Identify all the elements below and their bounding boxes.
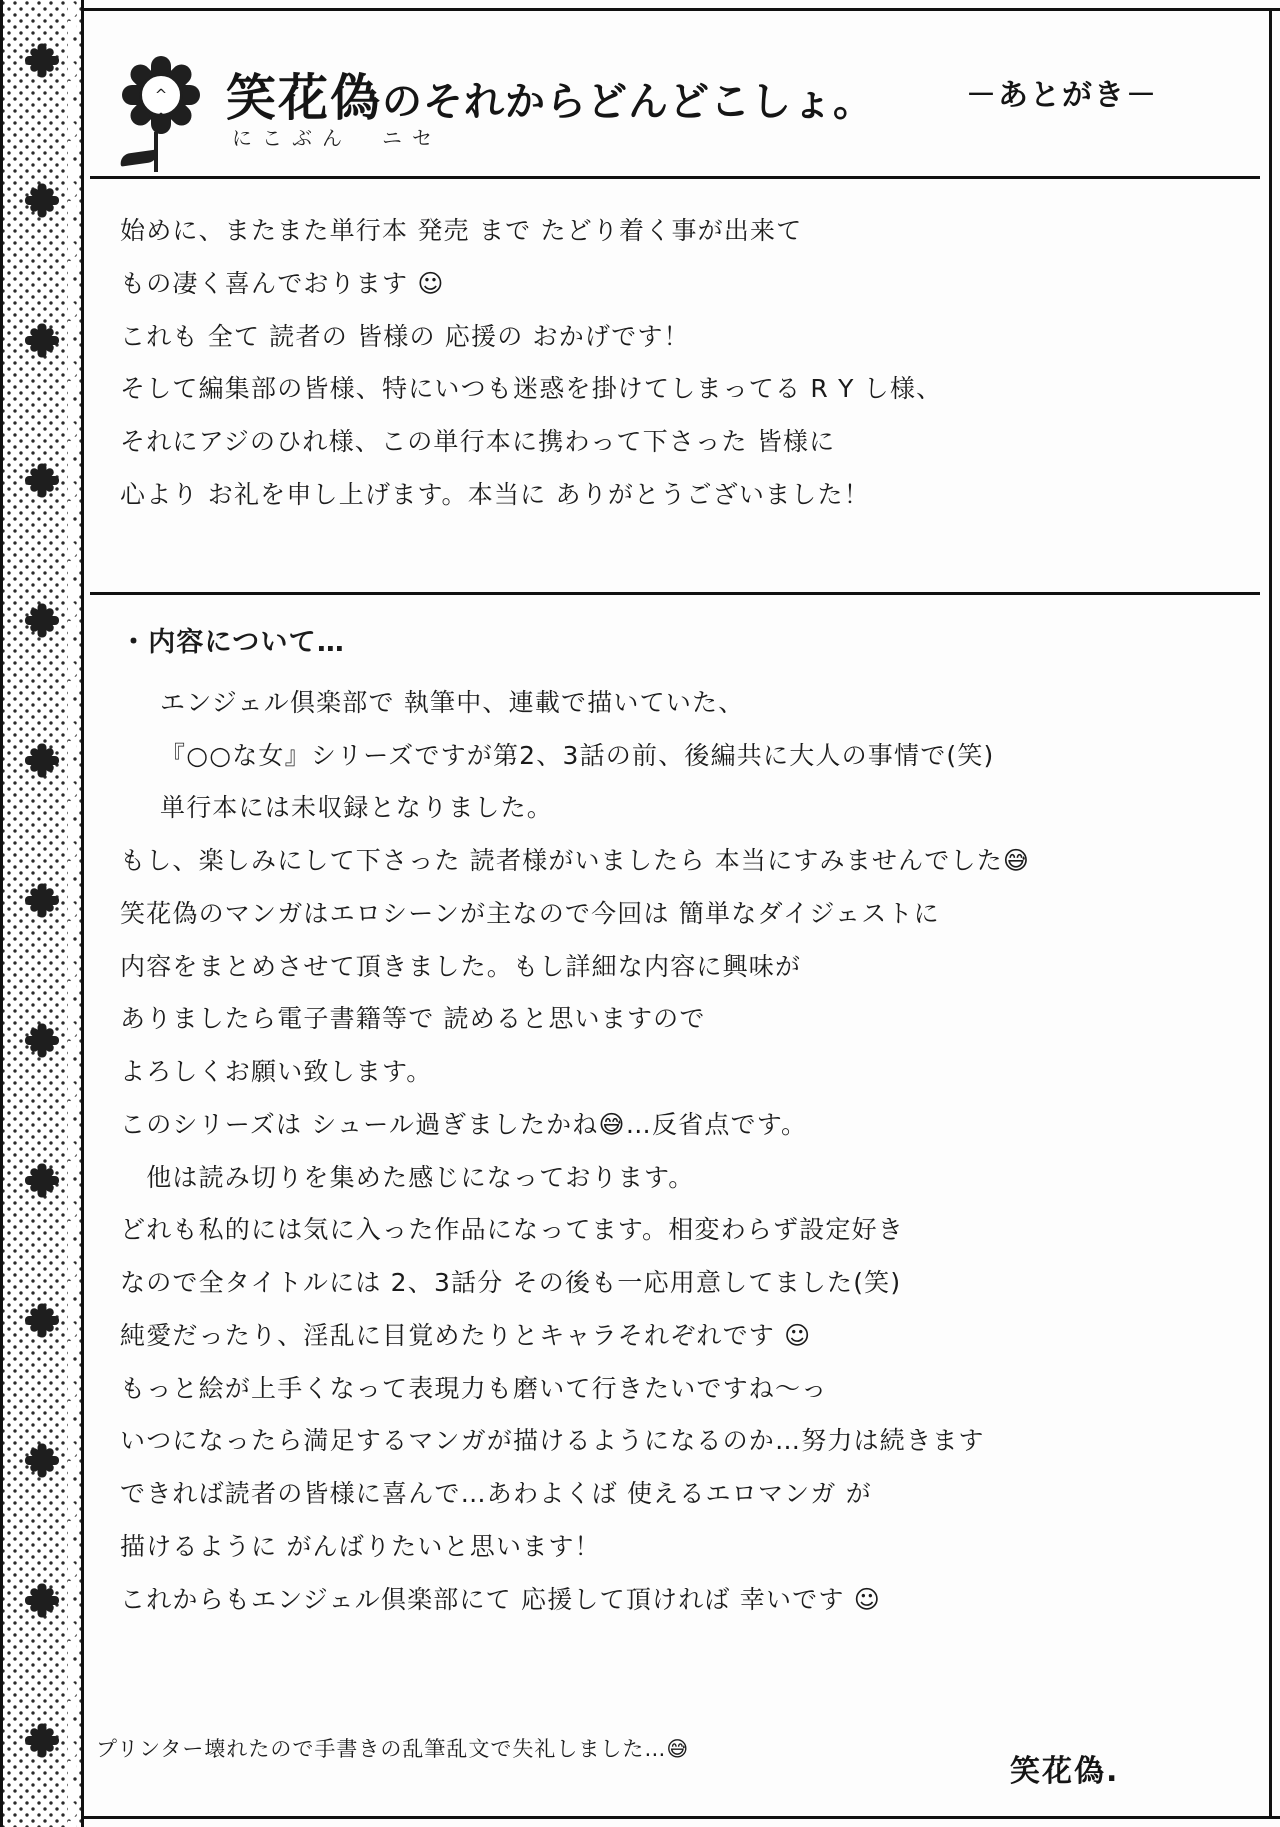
- lace-flower-icon: [22, 1160, 62, 1200]
- body-line: ありましたら電子書籍等で 読めると思いますので: [120, 1004, 706, 1034]
- page-border-top: [0, 8, 1280, 11]
- flower-leaf: [119, 149, 158, 166]
- lace-edge-left: [0, 0, 3, 1827]
- body-line: 単行本には未収録となりました。: [160, 793, 554, 823]
- body-line: 他は読み切りを集めた感じになっております。: [120, 1162, 695, 1192]
- lace-flower-icon: [22, 320, 62, 360]
- lace-edge-right: [81, 0, 84, 1827]
- lace-flower-icon: [22, 880, 62, 920]
- body-line: これからもエンジェル倶楽部にて 応援して頂ければ 幸いです ☺: [120, 1584, 881, 1614]
- intro-line: もの凄く喜んでおります ☺: [120, 268, 445, 298]
- body-line: 『○○な女』シリーズですが第2、3話の前、後編共に大人の事情で(笑): [160, 740, 995, 770]
- lace-flower-icon: [22, 180, 62, 220]
- body-line: 内容をまとめさせて頂きました。もし詳細な内容に興味が: [120, 951, 802, 981]
- page-title: [226, 58, 874, 130]
- page-border-bottom: [0, 1816, 1280, 1819]
- body-line: なので全タイトルには 2、3話分 その後も一応用意してました(笑): [120, 1268, 902, 1298]
- body-line: 笑花偽のマンガはエロシーンが主なので今回は 簡単なダイジェストに: [120, 898, 940, 928]
- intro-line: それにアジのひれ様、この単行本に携わって下さった 皆様に: [120, 427, 836, 456]
- author-name-ruby: にこぶん ニセ: [232, 126, 442, 150]
- body-line: できれば読者の皆様に喜んで…あわよくば 使えるエロマンガ が: [120, 1479, 872, 1509]
- lace-flower-icon: [22, 460, 62, 500]
- author-name-title: 笑花偽: [226, 69, 382, 127]
- body-line: このシリーズは シュール過ぎましたかね😅…反省点です。: [120, 1109, 808, 1139]
- intro-line: 心より お礼を申し上げます。本当に ありがとうございました！: [120, 479, 870, 509]
- body-line: どれも私的には気に入った作品になってます。相変わらず設定好き: [120, 1215, 905, 1245]
- footer-note: プリンター壊れたので手書きの乱筆乱文で失礼しました…😅: [96, 1737, 690, 1761]
- body-line: いつになったら満足するマンガが描けるようになるのか…努力は続きます: [120, 1426, 985, 1456]
- page-header: [96, 30, 1256, 170]
- divider-rule-middle: [90, 592, 1260, 595]
- body-text-block: [120, 622, 1240, 1633]
- lace-flower-icon: [22, 40, 62, 80]
- lace-flower-icon: [22, 1440, 62, 1480]
- lace-flower-icon: [22, 1300, 62, 1340]
- flower-petals: [118, 52, 204, 138]
- flower-mascot-icon: [110, 52, 214, 172]
- body-line: 純愛だったり、淫乱に目覚めたりとキャラそれぞれです ☺: [120, 1320, 812, 1350]
- body-line: もし、楽しみにして下さった 読者様がいましたら 本当にすみませんでした😅: [120, 846, 1031, 876]
- body-line: エンジェル倶楽部で 執筆中、連載で描いていた、: [160, 687, 745, 717]
- lace-flower-icon: [22, 740, 62, 780]
- body-line: もっと絵が上手くなって表現力も磨いて行きたいですね～っ: [120, 1373, 828, 1403]
- divider-rule-top: [90, 176, 1260, 179]
- lace-flower-icon: [22, 600, 62, 640]
- author-signature: 笑花偽.: [1010, 1754, 1120, 1789]
- body-line: 描けるように がんばりたいと思います！: [120, 1531, 601, 1561]
- body-line: よろしくお願い致します。: [120, 1057, 433, 1087]
- title-rest: のそれからどんどこしょ。: [382, 79, 874, 125]
- title-suffix-afterword: －あとがき－: [966, 78, 1158, 113]
- lace-flower-icon: [22, 1580, 62, 1620]
- intro-line: これも 全て 読者の 皆様の 応援の おかげです！: [120, 321, 690, 351]
- lace-flower-icon: [22, 1020, 62, 1060]
- intro-line: そして編集部の皆様、特にいつも迷惑を掛けてしまってる R Y し様、: [120, 374, 943, 404]
- lace-flower-icon: [22, 1720, 62, 1760]
- intro-line: 始めに、またまた単行本 発売 まで たどり着く事が出来て: [120, 216, 803, 245]
- page-border-right: [1269, 8, 1272, 1819]
- flower-face-label: ^ ^: [154, 86, 168, 128]
- intro-text-block: [120, 212, 1240, 529]
- section-heading: ・内容について…: [120, 627, 346, 658]
